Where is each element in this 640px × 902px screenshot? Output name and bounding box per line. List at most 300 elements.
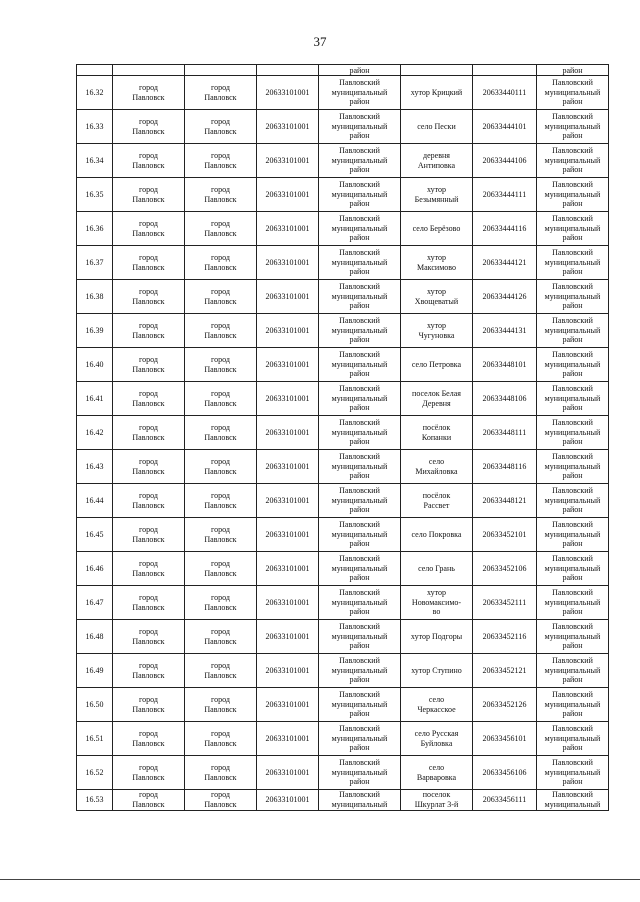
table-row bbox=[77, 484, 609, 518]
cell-settlement bbox=[401, 382, 473, 416]
cell-city-line: Павловск bbox=[132, 704, 165, 714]
cell-district-line: район bbox=[349, 369, 370, 379]
cell-city-2-line: город bbox=[211, 490, 230, 500]
cell-district-2 bbox=[537, 552, 609, 586]
cell-city-2-line: город bbox=[211, 558, 230, 568]
cell-settlement-line: село Берёзово bbox=[412, 223, 461, 233]
cell-district-line: район bbox=[349, 131, 370, 141]
cell-settlement bbox=[401, 416, 473, 450]
cell-code bbox=[257, 65, 319, 76]
cell-district bbox=[319, 484, 401, 518]
cell-district-2-line: муниципальный bbox=[544, 767, 601, 777]
cell-district-line: район bbox=[349, 335, 370, 345]
cell-city-line: город bbox=[139, 388, 158, 398]
table-row bbox=[77, 144, 609, 178]
cell-city-line: город bbox=[139, 490, 158, 500]
cell-district-2 bbox=[537, 518, 609, 552]
cell-code: 20633101001 bbox=[257, 586, 319, 620]
cell-district-2 bbox=[537, 654, 609, 688]
cell-district-2-line: Павловский bbox=[552, 656, 593, 666]
cell-city bbox=[113, 110, 185, 144]
cell-district bbox=[319, 144, 401, 178]
cell-city bbox=[113, 348, 185, 382]
cell-district-line: район bbox=[349, 743, 370, 753]
cell-district-line: Павловский bbox=[339, 724, 380, 734]
cell-city-line: город bbox=[139, 626, 158, 636]
cell-code-2: 20633448121 bbox=[473, 484, 537, 518]
cell-settlement-line: Деревня bbox=[422, 398, 451, 408]
cell-city-2 bbox=[185, 280, 257, 314]
table-row bbox=[77, 552, 609, 586]
cell-city-2-line: город bbox=[211, 252, 230, 262]
cell-city bbox=[113, 586, 185, 620]
cell-district bbox=[319, 416, 401, 450]
cell-city-2-line: город bbox=[211, 524, 230, 534]
cell-district bbox=[319, 314, 401, 348]
cell-city-2-line: город bbox=[211, 82, 230, 92]
cell-settlement bbox=[401, 280, 473, 314]
cell-district-2 bbox=[537, 722, 609, 756]
cell-city-2 bbox=[185, 348, 257, 382]
cell-district-2-line: Павловский bbox=[552, 790, 593, 800]
cell-settlement-line: хутор bbox=[426, 184, 447, 194]
cell-city-2-line: город bbox=[211, 592, 230, 602]
cell-city-2 bbox=[185, 654, 257, 688]
cell-district-line: муниципальный bbox=[331, 733, 388, 743]
district-line: район bbox=[349, 65, 370, 75]
cell-district-line: район bbox=[349, 233, 370, 243]
cell-district-2-line: район bbox=[562, 97, 583, 107]
cell-settlement bbox=[401, 110, 473, 144]
cell-city-line: город bbox=[139, 252, 158, 262]
cell-city bbox=[113, 722, 185, 756]
cell-num: 16.47 bbox=[77, 586, 113, 620]
cell-district-2 bbox=[537, 416, 609, 450]
cell-settlement bbox=[401, 348, 473, 382]
cell-city bbox=[113, 280, 185, 314]
cell-code-2: 20633456106 bbox=[473, 756, 537, 790]
cell-district-line: муниципальный bbox=[331, 529, 388, 539]
cell-district bbox=[319, 246, 401, 280]
cell-city-line: город bbox=[139, 694, 158, 704]
cell-district-2 bbox=[537, 586, 609, 620]
cell-num: 16.39 bbox=[77, 314, 113, 348]
cell-district-2-line: район bbox=[562, 641, 583, 651]
cell-settlement-line: Михайловка bbox=[415, 466, 458, 476]
cell-settlement-line: село bbox=[428, 762, 445, 772]
cell-city bbox=[113, 620, 185, 654]
cell-district-line: Павловский bbox=[339, 214, 380, 224]
cell-district-2 bbox=[537, 348, 609, 382]
cell-city bbox=[113, 552, 185, 586]
cell-city-line: Павловск bbox=[132, 568, 165, 578]
cell-city-2 bbox=[185, 178, 257, 212]
cell-city bbox=[113, 518, 185, 552]
cell-district-line: муниципальный bbox=[331, 189, 388, 199]
cell-district-line: муниципальный bbox=[331, 223, 388, 233]
cell-settlement bbox=[401, 518, 473, 552]
cell-code-2: 20633444126 bbox=[473, 280, 537, 314]
cell-settlement-line: Черкасское bbox=[417, 704, 456, 714]
cell-city-2 bbox=[185, 756, 257, 790]
cell-city-line: Павловск bbox=[132, 500, 165, 510]
cell-district-line: Павловский bbox=[339, 316, 380, 326]
cell-district-line: муниципальный bbox=[331, 563, 388, 573]
cell-settlement-line: Антиповка bbox=[417, 160, 456, 170]
cell-district-line: район bbox=[349, 165, 370, 175]
cell-code: 20633101001 bbox=[257, 552, 319, 586]
cell-settlement-line: село Пески bbox=[417, 121, 456, 131]
cell-num: 16.32 bbox=[77, 76, 113, 110]
cell-city-2-line: город bbox=[211, 456, 230, 466]
cell-code-2: 20633452121 bbox=[473, 654, 537, 688]
cell-city-2-line: Павловск bbox=[204, 704, 237, 714]
cell-city-2-line: город bbox=[211, 422, 230, 432]
cell-district-line: Павловский bbox=[339, 248, 380, 258]
table-row bbox=[77, 348, 609, 382]
cell-settlement-line: Шкурлат 3-й bbox=[414, 800, 459, 809]
cell-city-line: город bbox=[139, 320, 158, 330]
cell-city-2-line: Павловск bbox=[204, 602, 237, 612]
cell-city bbox=[113, 382, 185, 416]
cell-district-2-line: муниципальный bbox=[544, 631, 601, 641]
cell-city-2 bbox=[185, 688, 257, 722]
cell-district-2-line: Павловский bbox=[552, 350, 593, 360]
cell-district-line: Павловский bbox=[339, 588, 380, 598]
cell-district-line: район bbox=[349, 641, 370, 651]
table-row bbox=[77, 280, 609, 314]
cell-district-2-line: район bbox=[562, 675, 583, 685]
cell-settlement-line: село Покровка bbox=[411, 529, 462, 539]
table-row-continued bbox=[77, 65, 609, 76]
cell-city-line: город bbox=[139, 82, 158, 92]
cell-district-2-line: Павловский bbox=[552, 418, 593, 428]
cell-district-2-line: Павловский bbox=[552, 384, 593, 394]
cell-district-line: район bbox=[349, 709, 370, 719]
cell-code-2: 20633452111 bbox=[473, 586, 537, 620]
cell-district-2-line: муниципальный bbox=[544, 325, 601, 335]
cell-city bbox=[113, 654, 185, 688]
cell-city-2-line: город bbox=[211, 286, 230, 296]
cell-num: 16.35 bbox=[77, 178, 113, 212]
cell-district bbox=[319, 212, 401, 246]
cell-district-line: Павловский bbox=[339, 520, 380, 530]
table-row bbox=[77, 76, 609, 110]
cell-city-2-line: город bbox=[211, 354, 230, 364]
cell-district bbox=[319, 450, 401, 484]
cell-settlement-line: посёлок bbox=[422, 490, 451, 500]
cell-district-2 bbox=[537, 314, 609, 348]
cell-num: 16.45 bbox=[77, 518, 113, 552]
table-row bbox=[77, 790, 609, 811]
cell-district-line: район bbox=[349, 437, 370, 447]
cell-settlement-line: Хвощеватый bbox=[414, 296, 459, 306]
cell-code: 20633101001 bbox=[257, 348, 319, 382]
cell-district-2-line: муниципальный bbox=[544, 665, 601, 675]
cell-city-2-line: Павловск bbox=[204, 568, 237, 578]
cell-city-line: город bbox=[139, 286, 158, 296]
cell-city-line: город bbox=[139, 116, 158, 126]
cell-num: 16.42 bbox=[77, 416, 113, 450]
cell-city-line: Павловск bbox=[132, 800, 165, 809]
cell-num: 16.44 bbox=[77, 484, 113, 518]
cell-num: 16.50 bbox=[77, 688, 113, 722]
cell-district-2-line: муниципальный bbox=[544, 155, 601, 165]
cell-settlement-line: Варваровка bbox=[416, 772, 457, 782]
table-row bbox=[77, 620, 609, 654]
cell-city-2 bbox=[185, 314, 257, 348]
cell-district-2-line: Павловский bbox=[552, 78, 593, 88]
cell-code-2: 20633452101 bbox=[473, 518, 537, 552]
cell-district-2-line: муниципальный bbox=[544, 563, 601, 573]
table-row bbox=[77, 382, 609, 416]
cell-district-2-line: муниципальный bbox=[544, 121, 601, 131]
cell-code: 20633101001 bbox=[257, 76, 319, 110]
cell-city-line: город bbox=[139, 660, 158, 670]
cell-city-line: город bbox=[139, 762, 158, 772]
cell-district-2-line: район bbox=[562, 437, 583, 447]
cell-settlement bbox=[401, 620, 473, 654]
cell-district-line: район bbox=[349, 607, 370, 617]
table-row bbox=[77, 110, 609, 144]
cell-num: 16.46 bbox=[77, 552, 113, 586]
cell-city-line: Павловск bbox=[132, 670, 165, 680]
cell-district-2-line: Павловский bbox=[552, 146, 593, 156]
cell-district bbox=[319, 518, 401, 552]
cell-city-2-line: Павловск bbox=[204, 500, 237, 510]
cell-district bbox=[319, 586, 401, 620]
cell-settlement bbox=[401, 756, 473, 790]
cell-district-line: Павловский bbox=[339, 690, 380, 700]
cell-settlement-line: село bbox=[428, 694, 445, 704]
cell-settlement-line: хутор bbox=[426, 286, 447, 296]
cell-district bbox=[319, 722, 401, 756]
cell-settlement bbox=[401, 144, 473, 178]
cell-code: 20633101001 bbox=[257, 688, 319, 722]
cell-code-2: 20633448106 bbox=[473, 382, 537, 416]
cell-code-2: 20633444111 bbox=[473, 178, 537, 212]
cell-district-line: муниципальный bbox=[331, 461, 388, 471]
cell-code-2: 20633452116 bbox=[473, 620, 537, 654]
cell-district-2 bbox=[537, 688, 609, 722]
cell-code: 20633101001 bbox=[257, 722, 319, 756]
cell-city-line: Павловск bbox=[132, 228, 165, 238]
cell-district-2-line: Павловский bbox=[552, 588, 593, 598]
cell-city-line: город bbox=[139, 728, 158, 738]
cell-code-2: 20633452126 bbox=[473, 688, 537, 722]
cell-district-2 bbox=[537, 246, 609, 280]
cell-code-2: 20633444101 bbox=[473, 110, 537, 144]
cell-city-line: Павловск bbox=[132, 160, 165, 170]
cell-district-2 bbox=[537, 484, 609, 518]
cell-district-2-line: муниципальный bbox=[544, 291, 601, 301]
cell-district bbox=[319, 382, 401, 416]
cell-city-2 bbox=[185, 416, 257, 450]
cell-district-line: Павловский bbox=[339, 486, 380, 496]
cell-settlement bbox=[401, 212, 473, 246]
cell-district bbox=[319, 620, 401, 654]
cell-city-2 bbox=[185, 212, 257, 246]
cell-district-2 bbox=[537, 450, 609, 484]
cell-settlement-line: во bbox=[432, 607, 441, 617]
cell-district-line: муниципальный bbox=[331, 631, 388, 641]
cell-district-line: Павловский bbox=[339, 78, 380, 88]
cell-district-line: район bbox=[349, 675, 370, 685]
cell-city-line: Павловск bbox=[132, 432, 165, 442]
cell-city-2 bbox=[185, 620, 257, 654]
table-row bbox=[77, 654, 609, 688]
cell-settlement bbox=[401, 688, 473, 722]
cell-district-2-line: район bbox=[562, 233, 583, 243]
cell-settlement-line: Копанки bbox=[421, 432, 452, 442]
cell-code-2 bbox=[473, 65, 537, 76]
cell-code-2: 20633448101 bbox=[473, 348, 537, 382]
cell-district-line: муниципальный bbox=[331, 665, 388, 675]
cell-city-2-line: Павловск bbox=[204, 466, 237, 476]
cell-settlement bbox=[401, 314, 473, 348]
cell-city-line: Павловск bbox=[132, 398, 165, 408]
cell-settlement bbox=[401, 552, 473, 586]
cell-district-2-line: район bbox=[562, 505, 583, 515]
cell-district-line: муниципальный bbox=[331, 121, 388, 131]
cell-city-line: Павловск bbox=[132, 772, 165, 782]
cell-city-2-line: Павловск bbox=[204, 800, 237, 809]
cell-district bbox=[319, 65, 401, 76]
cell-city bbox=[113, 314, 185, 348]
cell-district-2-line: муниципальный bbox=[544, 495, 601, 505]
cell-code-2: 20633440111 bbox=[473, 76, 537, 110]
cell-num: 16.51 bbox=[77, 722, 113, 756]
cell-code: 20633101001 bbox=[257, 314, 319, 348]
cell-district-2 bbox=[537, 110, 609, 144]
cell-district-line: муниципальный bbox=[331, 767, 388, 777]
table-row bbox=[77, 756, 609, 790]
cell-district-2-line: район bbox=[562, 777, 583, 787]
cell-district-2-line: Павловский bbox=[552, 316, 593, 326]
cell-settlement-line: Безымянный bbox=[414, 194, 459, 204]
cell-city-2-line: Павловск bbox=[204, 330, 237, 340]
cell-district-2 bbox=[537, 65, 609, 76]
table-row bbox=[77, 178, 609, 212]
cell-district-2-line: район bbox=[562, 199, 583, 209]
page-bottom-rule bbox=[0, 879, 640, 880]
cell-district-line: муниципальный bbox=[331, 427, 388, 437]
cell-city-2-line: Павловск bbox=[204, 738, 237, 748]
cell-city bbox=[113, 212, 185, 246]
cell-code: 20633101001 bbox=[257, 654, 319, 688]
cell-district-2-line: муниципальный bbox=[544, 800, 601, 809]
cell-code: 20633101001 bbox=[257, 484, 319, 518]
cell-code: 20633101001 bbox=[257, 280, 319, 314]
cell-city-2 bbox=[185, 790, 257, 811]
cell-district bbox=[319, 790, 401, 811]
cell-settlement-line: село bbox=[428, 456, 445, 466]
cell-district-2-line: Павловский bbox=[552, 554, 593, 564]
cell-city-line: город bbox=[139, 592, 158, 602]
cell-district-2-line: муниципальный bbox=[544, 427, 601, 437]
cell-city bbox=[113, 688, 185, 722]
cell-num: 16.49 bbox=[77, 654, 113, 688]
cell-city-2 bbox=[185, 110, 257, 144]
cell-city-line: Павловск bbox=[132, 296, 165, 306]
cell-city-2-line: город bbox=[211, 762, 230, 772]
cell-district-2 bbox=[537, 144, 609, 178]
cell-district bbox=[319, 76, 401, 110]
cell-settlement-line: село Петровка bbox=[411, 359, 462, 369]
cell-city-2 bbox=[185, 586, 257, 620]
cell-district-2-line: муниципальный bbox=[544, 257, 601, 267]
cell-district-2-line: муниципальный bbox=[544, 393, 601, 403]
settlement-register-table bbox=[76, 64, 609, 811]
cell-city-line: Павловск bbox=[132, 364, 165, 374]
cell-district-2-line: Павловский bbox=[552, 180, 593, 190]
cell-settlement-line: Рассвет bbox=[423, 500, 450, 510]
cell-city-2 bbox=[185, 144, 257, 178]
cell-district-2 bbox=[537, 280, 609, 314]
cell-district bbox=[319, 110, 401, 144]
cell-district-2 bbox=[537, 382, 609, 416]
cell-code: 20633101001 bbox=[257, 246, 319, 280]
cell-city-line: город bbox=[139, 422, 158, 432]
cell-settlement bbox=[401, 178, 473, 212]
cell-district-line: Павловский bbox=[339, 758, 380, 768]
table-row bbox=[77, 416, 609, 450]
cell-district-line: район bbox=[349, 301, 370, 311]
cell-city-line: Павловск bbox=[132, 330, 165, 340]
cell-city-line: город bbox=[139, 150, 158, 160]
cell-district-2-line: муниципальный bbox=[544, 597, 601, 607]
cell-district-line: район bbox=[349, 471, 370, 481]
cell-num: 16.52 bbox=[77, 756, 113, 790]
cell-district bbox=[319, 178, 401, 212]
cell-num: 16.33 bbox=[77, 110, 113, 144]
cell-city-line: Павловск bbox=[132, 534, 165, 544]
cell-city-2 bbox=[185, 450, 257, 484]
cell-city-line: Павловск bbox=[132, 466, 165, 476]
cell-district-2 bbox=[537, 756, 609, 790]
cell-district-2-line: Павловский bbox=[552, 690, 593, 700]
cell-settlement-line: хутор Ступино bbox=[411, 665, 462, 675]
cell-city-2-line: Павловск bbox=[204, 670, 237, 680]
cell-code-2: 20633444121 bbox=[473, 246, 537, 280]
cell-district-line: муниципальный bbox=[331, 800, 388, 809]
cell-city-2-line: Павловск bbox=[204, 636, 237, 646]
cell-district-line: район bbox=[349, 267, 370, 277]
cell-district-line: район bbox=[349, 777, 370, 787]
cell-settlement-line: село Русская bbox=[414, 728, 459, 738]
cell-district bbox=[319, 552, 401, 586]
cell-district-line: Павловский bbox=[339, 656, 380, 666]
cell-city-2-line: город bbox=[211, 388, 230, 398]
cell-settlement bbox=[401, 586, 473, 620]
cell-code: 20633101001 bbox=[257, 756, 319, 790]
cell-district-line: муниципальный bbox=[331, 155, 388, 165]
cell-city bbox=[113, 484, 185, 518]
cell-district-line: район bbox=[349, 505, 370, 515]
cell-city-2 bbox=[185, 484, 257, 518]
cell-city-line: город bbox=[139, 354, 158, 364]
cell-district-2-line: муниципальный bbox=[544, 461, 601, 471]
page-number: 37 bbox=[313, 34, 327, 49]
cell-city-2 bbox=[185, 246, 257, 280]
cell-city-line: Павловск bbox=[132, 92, 165, 102]
cell-city-2 bbox=[185, 65, 257, 76]
cell-code: 20633101001 bbox=[257, 144, 319, 178]
cell-settlement-line: хутор Крицкий bbox=[410, 87, 463, 97]
cell-city-line: Павловск bbox=[132, 602, 165, 612]
cell-district-2-line: район bbox=[562, 369, 583, 379]
cell-settlement-line: поселок Белая bbox=[412, 388, 461, 398]
